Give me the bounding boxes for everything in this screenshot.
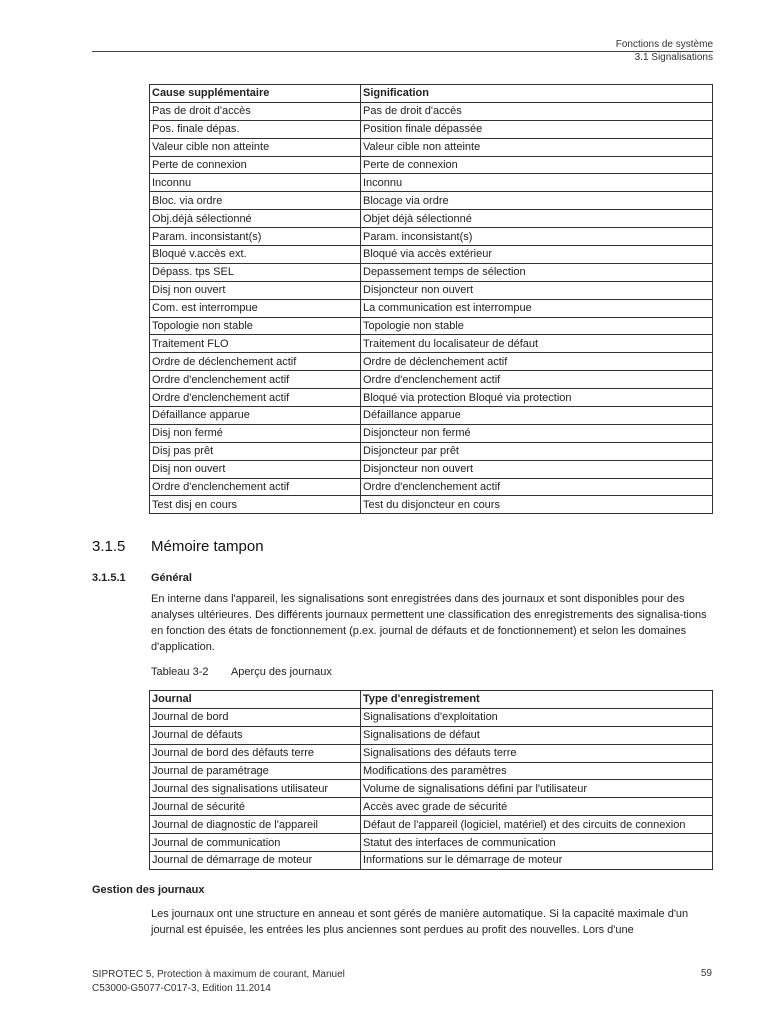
table-cell: Ordre d'enclenchement actif [150,389,361,407]
table-cell: Test disj en cours [150,496,361,514]
table-cell: Valeur cible non atteinte [150,138,361,156]
table-cell: Ordre de déclenchement actif [150,353,361,371]
table-cell: Ordre d'enclenchement actif [150,371,361,389]
table-cell: Défaillance apparue [150,407,361,425]
table-cell: Test du disjoncteur en cours [361,496,713,514]
table-cell: Journal de bord des défauts terre [150,744,361,762]
table-cell: Dépass. tps SEL [150,263,361,281]
journal-table [149,690,713,870]
table-row [150,102,713,120]
table-cell: Bloqué via accès extérieur [361,246,713,264]
table-header-row [150,691,713,709]
table-cell: Param. inconsistant(s) [361,228,713,246]
table-cell: Objet déjà sélectionné [361,210,713,228]
table-cell: Signalisations des défauts terre [361,744,713,762]
table-row [150,726,713,744]
section-number: 3.1.5 [92,538,126,555]
table-cell: Ordre de déclenchement actif [361,353,713,371]
table-cell: Modifications des paramètres [361,762,713,780]
table-row [150,834,713,852]
table-cell: Journal de communication [150,834,361,852]
table-row [150,263,713,281]
table-row [150,120,713,138]
table-row [150,708,713,726]
table-cell: Ordre d'enclenchement actif [361,371,713,389]
table-cell: Journal de sécurité [150,798,361,816]
body-paragraph: Les journaux ont une structure en anneau et sont gérés de manière automatique. Si la capacité maximale d'un journal est épuisée, les entrées les plus anciennes sont perdues au profit des nouvelles. Lors d'une [151,908,689,936]
footer [92,968,345,996]
table-row [150,744,713,762]
table-row [150,442,713,460]
table-row [150,138,713,156]
table-cell: Pos. finale dépas. [150,120,361,138]
table-row [150,156,713,174]
subsection-title: Général [151,572,192,584]
table-row [150,210,713,228]
table-row [150,424,713,442]
subsection-number: 3.1.5.1 [92,572,126,584]
table-row [150,299,713,317]
table-row [150,174,713,192]
table-cell: Disj non ouvert [150,281,361,299]
table-cell: Com. est interrompue [150,299,361,317]
table-cell: Ordre d'enclenchement actif [361,478,713,496]
header-chapter: Fonctions de système [615,39,713,50]
table-cell: Param. inconsistant(s) [150,228,361,246]
table-cell: Défaillance apparue [361,407,713,425]
table-cell: Bloqué via protection Bloqué via protection [361,389,713,407]
table-cell: Journal de diagnostic de l'appareil [150,816,361,834]
table-cell: Journal des signalisations utilisateur [150,780,361,798]
table-cell: Disjoncteur par prêt [361,442,713,460]
section-title: Mémoire tampon [151,538,264,555]
body-paragraph: En interne dans l'appareil, les signalisations sont enregistrées dans des journaux et sont disponibles pour des analyses ultérieures. Des différents journaux permettent une classification des enregistrements des signalisa-tions en fonction des états de fonctionnement (p.ex. journal de défauts et de fonctionnement) et selon les domaines d'application. [151,593,707,653]
table-cell: Pas de droit d'accès [150,102,361,120]
table-row [150,852,713,870]
table-cell: Journal de paramétrage [150,762,361,780]
table-cell: Position finale dépassée [361,120,713,138]
page-number: 59 [700,968,712,979]
table-cell: Disj non fermé [150,424,361,442]
table-cell: Pas de droit d'accès [361,102,713,120]
table-cell: Inconnu [150,174,361,192]
footer-title: SIPROTEC 5, Protection à maximum de courant, Manuel [92,969,345,980]
header-rule [92,51,713,52]
table-cell: Inconnu [361,174,713,192]
table-row [150,246,713,264]
table-row [150,407,713,425]
table-cell: Accès avec grade de sécurité [361,798,713,816]
caption-label: Tableau 3-2 [151,666,209,678]
table-cell: Disj non ouvert [150,460,361,478]
cause-table [149,84,713,514]
table-row [150,496,713,514]
table-row [150,798,713,816]
table-cell: Traitement du localisateur de défaut [361,335,713,353]
column-header: Signification [361,85,713,103]
table-cell: Traitement FLO [150,335,361,353]
column-header: Cause supplémentaire [150,85,361,103]
table-cell: Disjoncteur non ouvert [361,281,713,299]
table-row [150,317,713,335]
table-cell: Volume de signalisations défini par l'utilisateur [361,780,713,798]
table-row [150,335,713,353]
table-cell: Signalisations d'exploitation [361,708,713,726]
table-cell: Bloqué v.accès ext. [150,246,361,264]
subheading-journaux: Gestion des journaux [92,884,205,896]
column-header: Type d'enregistrement [361,691,713,709]
footer-docid: C53000-G5077-C017-3, Edition 11.2014 [92,983,271,994]
table-row [150,460,713,478]
table-row [150,192,713,210]
table-cell: Topologie non stable [361,317,713,335]
table-cell: Perte de connexion [361,156,713,174]
table-cell: Informations sur le démarrage de moteur [361,852,713,870]
table-header-row [150,85,713,103]
table-row [150,228,713,246]
table-row [150,281,713,299]
table-cell: Obj.déjà sélectionné [150,210,361,228]
table-row [150,478,713,496]
header-section: 3.1 Signalisations [634,52,713,63]
table-row [150,780,713,798]
table-row [150,762,713,780]
table-cell: Topologie non stable [150,317,361,335]
column-header: Journal [150,691,361,709]
table-caption [151,666,332,678]
table-cell: Défaut de l'appareil (logiciel, matériel) et des circuits de connexion [361,816,713,834]
table-cell: Journal de défauts [150,726,361,744]
table-cell: Journal de bord [150,708,361,726]
table-row [150,371,713,389]
table-cell: Disjoncteur non ouvert [361,460,713,478]
table-cell: Bloc. via ordre [150,192,361,210]
table-cell: Statut des interfaces de communication [361,834,713,852]
table-row [150,816,713,834]
table-cell: Ordre d'enclenchement actif [150,478,361,496]
table-row [150,389,713,407]
table-cell: Blocage via ordre [361,192,713,210]
table-row [150,353,713,371]
table-cell: Depassement temps de sélection [361,263,713,281]
caption-text: Aperçu des journaux [230,666,332,678]
table-cell: Disj pas prêt [150,442,361,460]
table-cell: La communication est interrompue [361,299,713,317]
table-cell: Journal de démarrage de moteur [150,852,361,870]
table-cell: Valeur cible non atteinte [361,138,713,156]
table-cell: Perte de connexion [150,156,361,174]
table-cell: Signalisations de défaut [361,726,713,744]
table-cell: Disjoncteur non fermé [361,424,713,442]
